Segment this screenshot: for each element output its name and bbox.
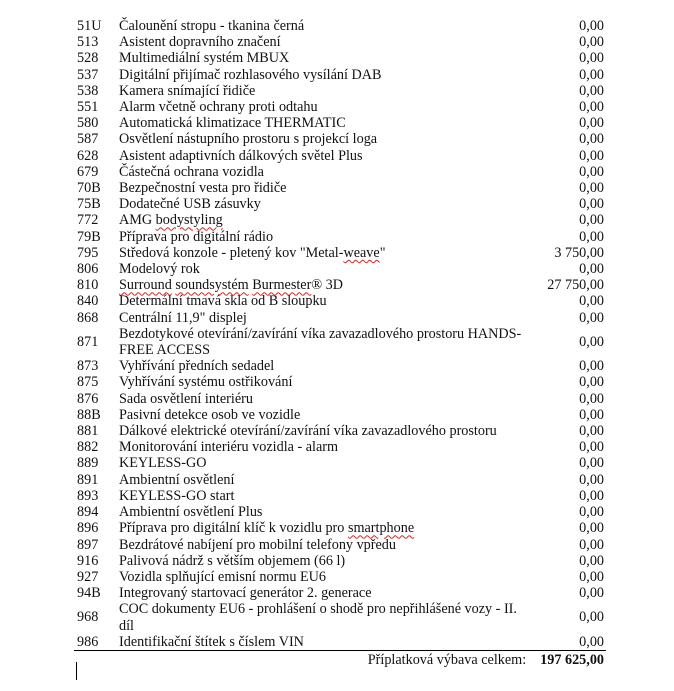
table-row <box>74 488 606 504</box>
option-code: 772 <box>77 212 99 229</box>
option-price: 0,00 <box>579 423 604 440</box>
table-row <box>74 212 606 228</box>
option-code: 537 <box>77 66 99 83</box>
option-description: Ambientní osvětlení <box>119 471 235 488</box>
option-description: Bezdotykové otevírání/zavírání víka zavazadlového prostoru HANDS-FREE ACCESS <box>119 325 522 359</box>
option-description: Integrovaný startovací generátor 2. generace <box>119 585 372 602</box>
option-code: 580 <box>77 115 99 132</box>
option-description: Multimediální systém MBUX <box>119 50 290 67</box>
table-row <box>74 472 606 488</box>
table-row <box>74 148 606 164</box>
table-row <box>74 358 606 374</box>
option-price: 0,00 <box>579 131 604 148</box>
option-description: KEYLESS-GO start <box>119 487 235 504</box>
spellcheck-mark: Burmester <box>252 277 312 294</box>
spellcheck-mark: smartphone <box>347 520 415 537</box>
option-price: 0,00 <box>579 504 604 521</box>
option-code: 893 <box>77 487 99 504</box>
table-row <box>74 585 606 601</box>
table-row <box>74 83 606 99</box>
option-code: 986 <box>74 634 119 651</box>
table-row <box>74 50 606 66</box>
option-code: 806 <box>77 261 99 278</box>
equipment-document <box>74 18 606 671</box>
option-price: 3 750,00 <box>554 244 604 261</box>
option-price: 0,00 <box>579 196 604 213</box>
option-description: Asistent dopravního značení <box>119 34 281 51</box>
option-description: Ambientní osvětlení Plus <box>119 504 263 521</box>
spellcheck-mark: bodystyling <box>155 212 223 229</box>
option-price: 0,00 <box>579 147 604 164</box>
option-price: 0,00 <box>579 115 604 132</box>
option-description: Automatická klimatizace THERMATIC <box>119 115 346 132</box>
table-row <box>74 634 606 651</box>
option-code: 891 <box>77 471 99 488</box>
option-description: Dálkové elektrické otevírání/zavírání víka zavazadlového prostoru <box>119 423 497 440</box>
option-price: 0,00 <box>579 212 604 229</box>
spellcheck-mark: soundsystém <box>175 277 249 294</box>
table-row <box>74 537 606 553</box>
option-price: 0,00 <box>579 99 604 116</box>
option-description: Částečná ochrana vozidla <box>119 163 264 180</box>
total-label: Příplatková výbava celkem: <box>367 652 527 669</box>
option-description: Determální tmavá skla od B sloupku <box>119 293 327 310</box>
table-row <box>74 601 606 633</box>
option-price: 0,00 <box>579 293 604 310</box>
table-row <box>74 164 606 180</box>
option-price: 0,00 <box>579 374 604 391</box>
table-row <box>74 261 606 277</box>
option-description: AMG bodystyling <box>119 212 223 229</box>
table-row <box>74 131 606 147</box>
option-price: 0,00 <box>579 82 604 99</box>
option-code: 679 <box>77 163 99 180</box>
equipment-table <box>74 18 606 651</box>
option-description: Čalounění stropu - tkanina černá <box>119 18 305 34</box>
option-description: Palivová nádrž s větším objemem (66 l) <box>119 552 346 569</box>
option-description: Příprava pro digitální klíč k vozidlu pro smartphone <box>119 520 415 537</box>
option-code: 810 <box>77 277 99 294</box>
option-code: 894 <box>77 504 99 521</box>
option-description: Bezdrátové nabíjení pro mobilní telefony vpředu <box>119 536 396 553</box>
table-row <box>74 34 606 50</box>
spellcheck-mark: weave <box>343 244 380 261</box>
option-price: 0,00 <box>579 309 604 326</box>
option-code: 882 <box>77 439 99 456</box>
option-code: 927 <box>77 568 99 585</box>
option-description: Dodatečné USB zásuvky <box>119 196 261 213</box>
option-price: 27 750,00 <box>547 277 604 294</box>
option-description: Digitální přijímač rozhlasového vysílání DAB <box>119 66 382 83</box>
option-price: 0,00 <box>579 50 604 67</box>
option-code: 873 <box>77 358 99 375</box>
option-price: 0,00 <box>579 228 604 245</box>
option-description: KEYLESS-GO <box>119 455 207 472</box>
option-code: 868 <box>77 309 99 326</box>
table-row <box>74 455 606 471</box>
table-row <box>74 374 606 390</box>
table-row <box>74 196 606 212</box>
option-code: 94B <box>77 585 101 602</box>
option-description: Pasivní detekce osob ve vozidle <box>119 406 301 423</box>
option-code: 897 <box>77 536 99 553</box>
option-description: Příprava pro digitální rádio <box>119 228 274 245</box>
option-description: Bezpečnostní vesta pro řidiče <box>119 180 287 197</box>
table-row <box>74 18 606 34</box>
option-description: Vyhřívání předních sedadel <box>119 358 275 375</box>
option-code: 840 <box>77 293 99 310</box>
table-row <box>74 229 606 245</box>
option-price: 0,00 <box>579 568 604 585</box>
option-price: 0,00 <box>579 18 604 34</box>
option-code: 513 <box>77 34 99 51</box>
table-row <box>74 326 606 358</box>
option-code: 551 <box>77 99 99 116</box>
option-description: Modelový rok <box>119 261 200 278</box>
option-price: 0,00 <box>579 552 604 569</box>
text-cursor <box>76 662 77 680</box>
table-row <box>74 423 606 439</box>
table-row <box>74 277 606 293</box>
option-code: 889 <box>77 455 99 472</box>
table-row <box>74 115 606 131</box>
table-row <box>74 391 606 407</box>
option-price: 0,00 <box>579 358 604 375</box>
option-price: 0,00 <box>579 406 604 423</box>
option-code: 587 <box>77 131 99 148</box>
option-price: 0,00 <box>524 634 606 651</box>
option-description: Surround soundsystém Burmester® 3D <box>119 277 343 294</box>
option-description: Centrální 11,9" displej <box>119 309 247 326</box>
option-code: 916 <box>77 552 99 569</box>
option-price: 0,00 <box>579 439 604 456</box>
option-code: 871 <box>77 333 99 350</box>
option-code: 875 <box>77 374 99 391</box>
option-price: 0,00 <box>579 180 604 197</box>
option-description: Vozidla splňující emisní normu EU6 <box>119 568 327 585</box>
table-row <box>74 553 606 569</box>
option-code: 968 <box>77 609 99 626</box>
option-code: 51U <box>77 18 102 34</box>
option-description: Vyhřívání systému ostřikování <box>119 374 293 391</box>
option-price: 0,00 <box>579 471 604 488</box>
option-description: Kamera snímající řidiče <box>119 82 256 99</box>
option-code: 79B <box>77 228 101 245</box>
option-description: Osvětlení nástupního prostoru s projekcí loga <box>119 131 378 148</box>
table-row <box>74 439 606 455</box>
option-description: Sada osvětlení interiéru <box>119 390 253 407</box>
total-row <box>74 651 606 671</box>
option-code: 538 <box>77 82 99 99</box>
option-price: 0,00 <box>579 34 604 51</box>
option-code: 75B <box>77 196 101 213</box>
option-description: Středová konzole - pletený kov "Metal-weave" <box>119 244 386 261</box>
spellcheck-mark: Surround <box>119 277 172 294</box>
table-row <box>74 180 606 196</box>
option-description: Asistent adaptivních dálkových světel Plus <box>119 147 363 164</box>
option-price: 0,00 <box>579 66 604 83</box>
table-row <box>74 504 606 520</box>
option-description: COC dokumenty EU6 - prohlášení o shodě pro nepřihlášené vozy - II. díl <box>119 601 517 634</box>
table-row <box>74 407 606 423</box>
table-row <box>74 310 606 326</box>
table-row <box>74 569 606 585</box>
option-price: 0,00 <box>579 333 604 350</box>
option-description: Identifikační štítek s číslem VIN <box>119 634 524 651</box>
option-price: 0,00 <box>579 163 604 180</box>
option-code: 896 <box>77 520 99 537</box>
option-code: 628 <box>77 147 99 164</box>
total-value: 197 625,00 <box>540 652 604 669</box>
option-code: 528 <box>77 50 99 67</box>
option-price: 0,00 <box>579 487 604 504</box>
option-price: 0,00 <box>579 609 604 626</box>
table-row <box>74 520 606 536</box>
table-row <box>74 245 606 261</box>
option-description: Monitorování interiéru vozidla - alarm <box>119 439 339 456</box>
option-code: 88B <box>77 406 101 423</box>
table-row <box>74 99 606 115</box>
table-row <box>74 293 606 309</box>
option-price: 0,00 <box>579 536 604 553</box>
option-price: 0,00 <box>579 520 604 537</box>
option-code: 881 <box>77 423 99 440</box>
option-price: 0,00 <box>579 390 604 407</box>
option-code: 70B <box>77 180 101 197</box>
table-row <box>74 67 606 83</box>
option-code: 795 <box>77 244 99 261</box>
option-price: 0,00 <box>579 585 604 602</box>
option-description: Alarm včetně ochrany proti odtahu <box>119 99 318 116</box>
option-price: 0,00 <box>579 455 604 472</box>
option-price: 0,00 <box>579 261 604 278</box>
option-code: 876 <box>77 390 99 407</box>
